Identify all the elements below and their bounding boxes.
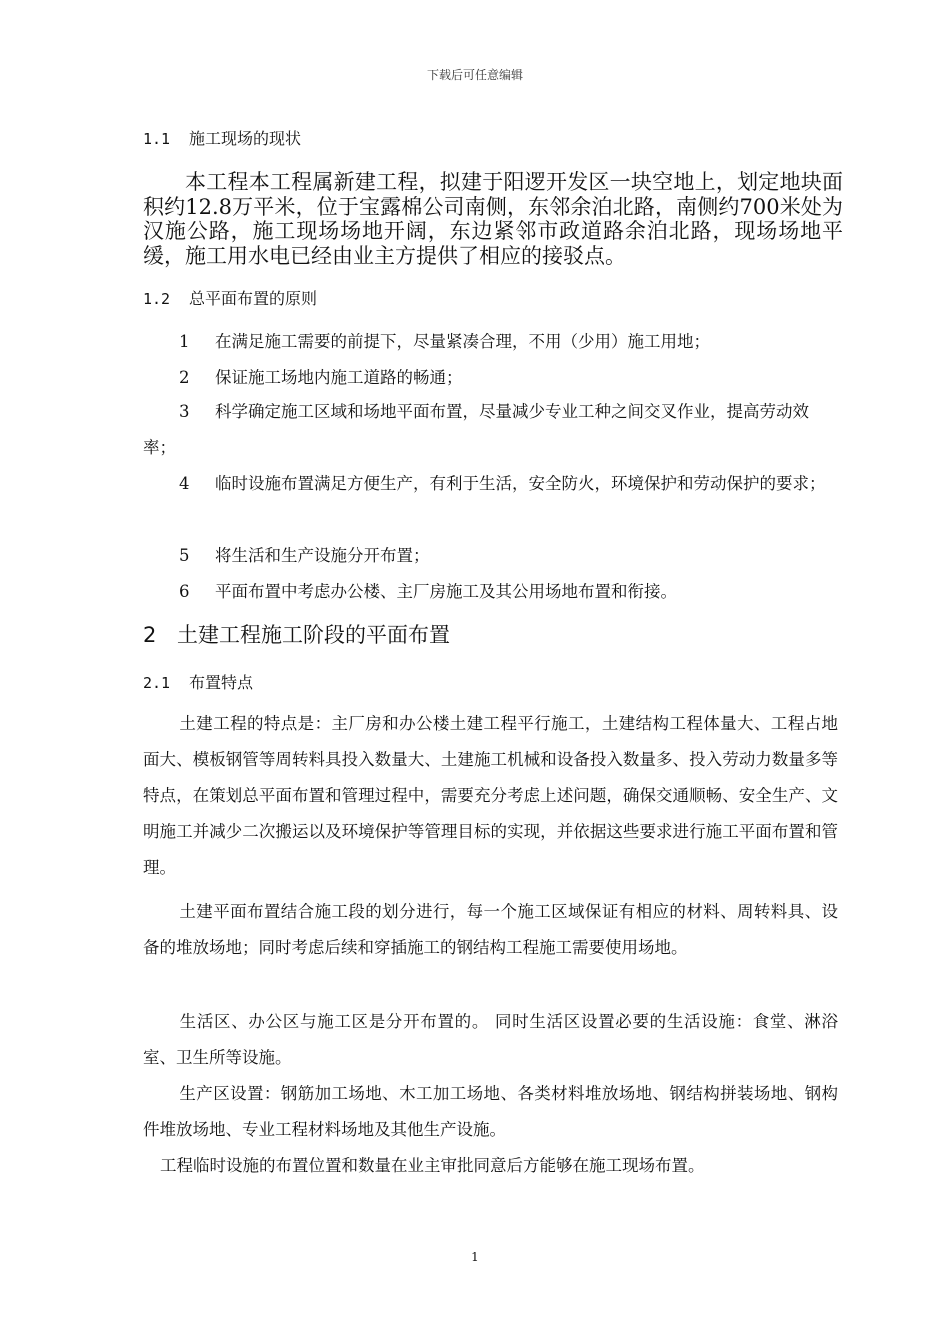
paragraph-text: 工程临时设施的布置位置和数量在业主审批同意后方能够在施工现场布置。 [160,1156,705,1175]
heading-title: 布置特点 [189,673,254,692]
heading-2-1 [143,670,833,693]
principle-item [143,538,833,574]
heading-number: 1.1 [143,130,171,148]
heading-1-2 [143,286,833,309]
item-number: 3 [179,402,190,421]
item-text: 平面布置中考虑办公楼、主厂房施工及其公用场地布置和衔接。 [215,582,677,601]
body-paragraph [143,1076,838,1148]
item-text: 在满足施工需要的前提下，尽量紧凑合理，不用（少用）施工用地； [215,332,710,351]
paragraph-text: 生产区设置：钢筋加工场地、木工加工场地、各类材料堆放场地、钢结构拼装场地、钢构件堆放场地、专业工程材料场地及其他生产设施。 [143,1084,838,1139]
paragraph-text: 土建平面布置结合施工段的划分进行，每一个施工区域保证有相应的材料、周转料具、设备的堆放场地；同时考虑后续和穿插施工的钢结构工程施工需要使用场地。 [143,902,838,957]
item-number: 2 [179,368,190,387]
item-text: 将生活和生产设施分开布置； [215,546,430,565]
heading-number: 2.1 [143,674,171,692]
principle-item [143,394,833,466]
intro-text: 本工程本工程属新建工程，拟建于阳逻开发区一块空地上，划定地块面积约12.8万平米，位于宝露棉公司南侧，东邻余泊北路，南侧约700米处为汉施公路，施工现场场地开阔，东边紧邻市政道路余泊北路，现场场地平缓，施工用水电已经由业主方提供了相应的接驳点。 [143,170,843,268]
intro-paragraph [143,170,843,268]
principle-item [143,324,833,360]
body-paragraph [143,894,838,966]
principle-item [143,466,833,502]
item-text: 临时设施布置满足方便生产，有利于生活，安全防火，环境保护和劳动保护的要求； [215,474,826,493]
heading-2 [143,619,833,649]
principle-item [143,360,833,396]
page-header: 下载后可任意编辑 [426,68,523,82]
body-paragraph [143,706,838,886]
item-number: 6 [179,582,190,601]
heading-number: 1.2 [143,290,171,308]
item-number: 5 [179,546,190,565]
principle-item [143,574,833,610]
heading-1-1 [143,126,833,149]
body-paragraph [143,1004,838,1076]
paragraph-text: 土建工程的特点是：主厂房和办公楼土建工程平行施工，土建结构工程体量大、工程占地面大、模板钢管等周转料具投入数量大、土建施工机械和设备投入数量多、投入劳动力数量多等特点，在策划总平面布置和管理过程中，需要充分考虑上述问题，确保交通顺畅、安全生产、文明施工并减少二次搬运以及环境保护等管理目标的实现，并依据这些要求进行施工平面布置和管理。 [143,714,838,877]
paragraph-text: 生活区、办公区与施工区是分开布置的。 同时生活区设置必要的生活设施：食堂、淋浴室、卫生所等设施。 [143,1012,838,1067]
item-text: 科学确定施工区域和场地平面布置，尽量减少专业工种之间交叉作业，提高劳动效率； [143,402,809,457]
page-number: 1 [471,1250,479,1264]
heading-title: 土建工程施工阶段的平面布置 [177,623,450,647]
body-paragraph [160,1148,840,1184]
heading-title: 总平面布置的原则 [189,289,318,308]
item-text: 保证施工场地内施工道路的畅通； [215,368,463,387]
heading-title: 施工现场的现状 [189,129,302,148]
heading-number: 2 [143,623,157,647]
item-number: 1 [179,332,190,351]
item-number: 4 [179,474,190,493]
